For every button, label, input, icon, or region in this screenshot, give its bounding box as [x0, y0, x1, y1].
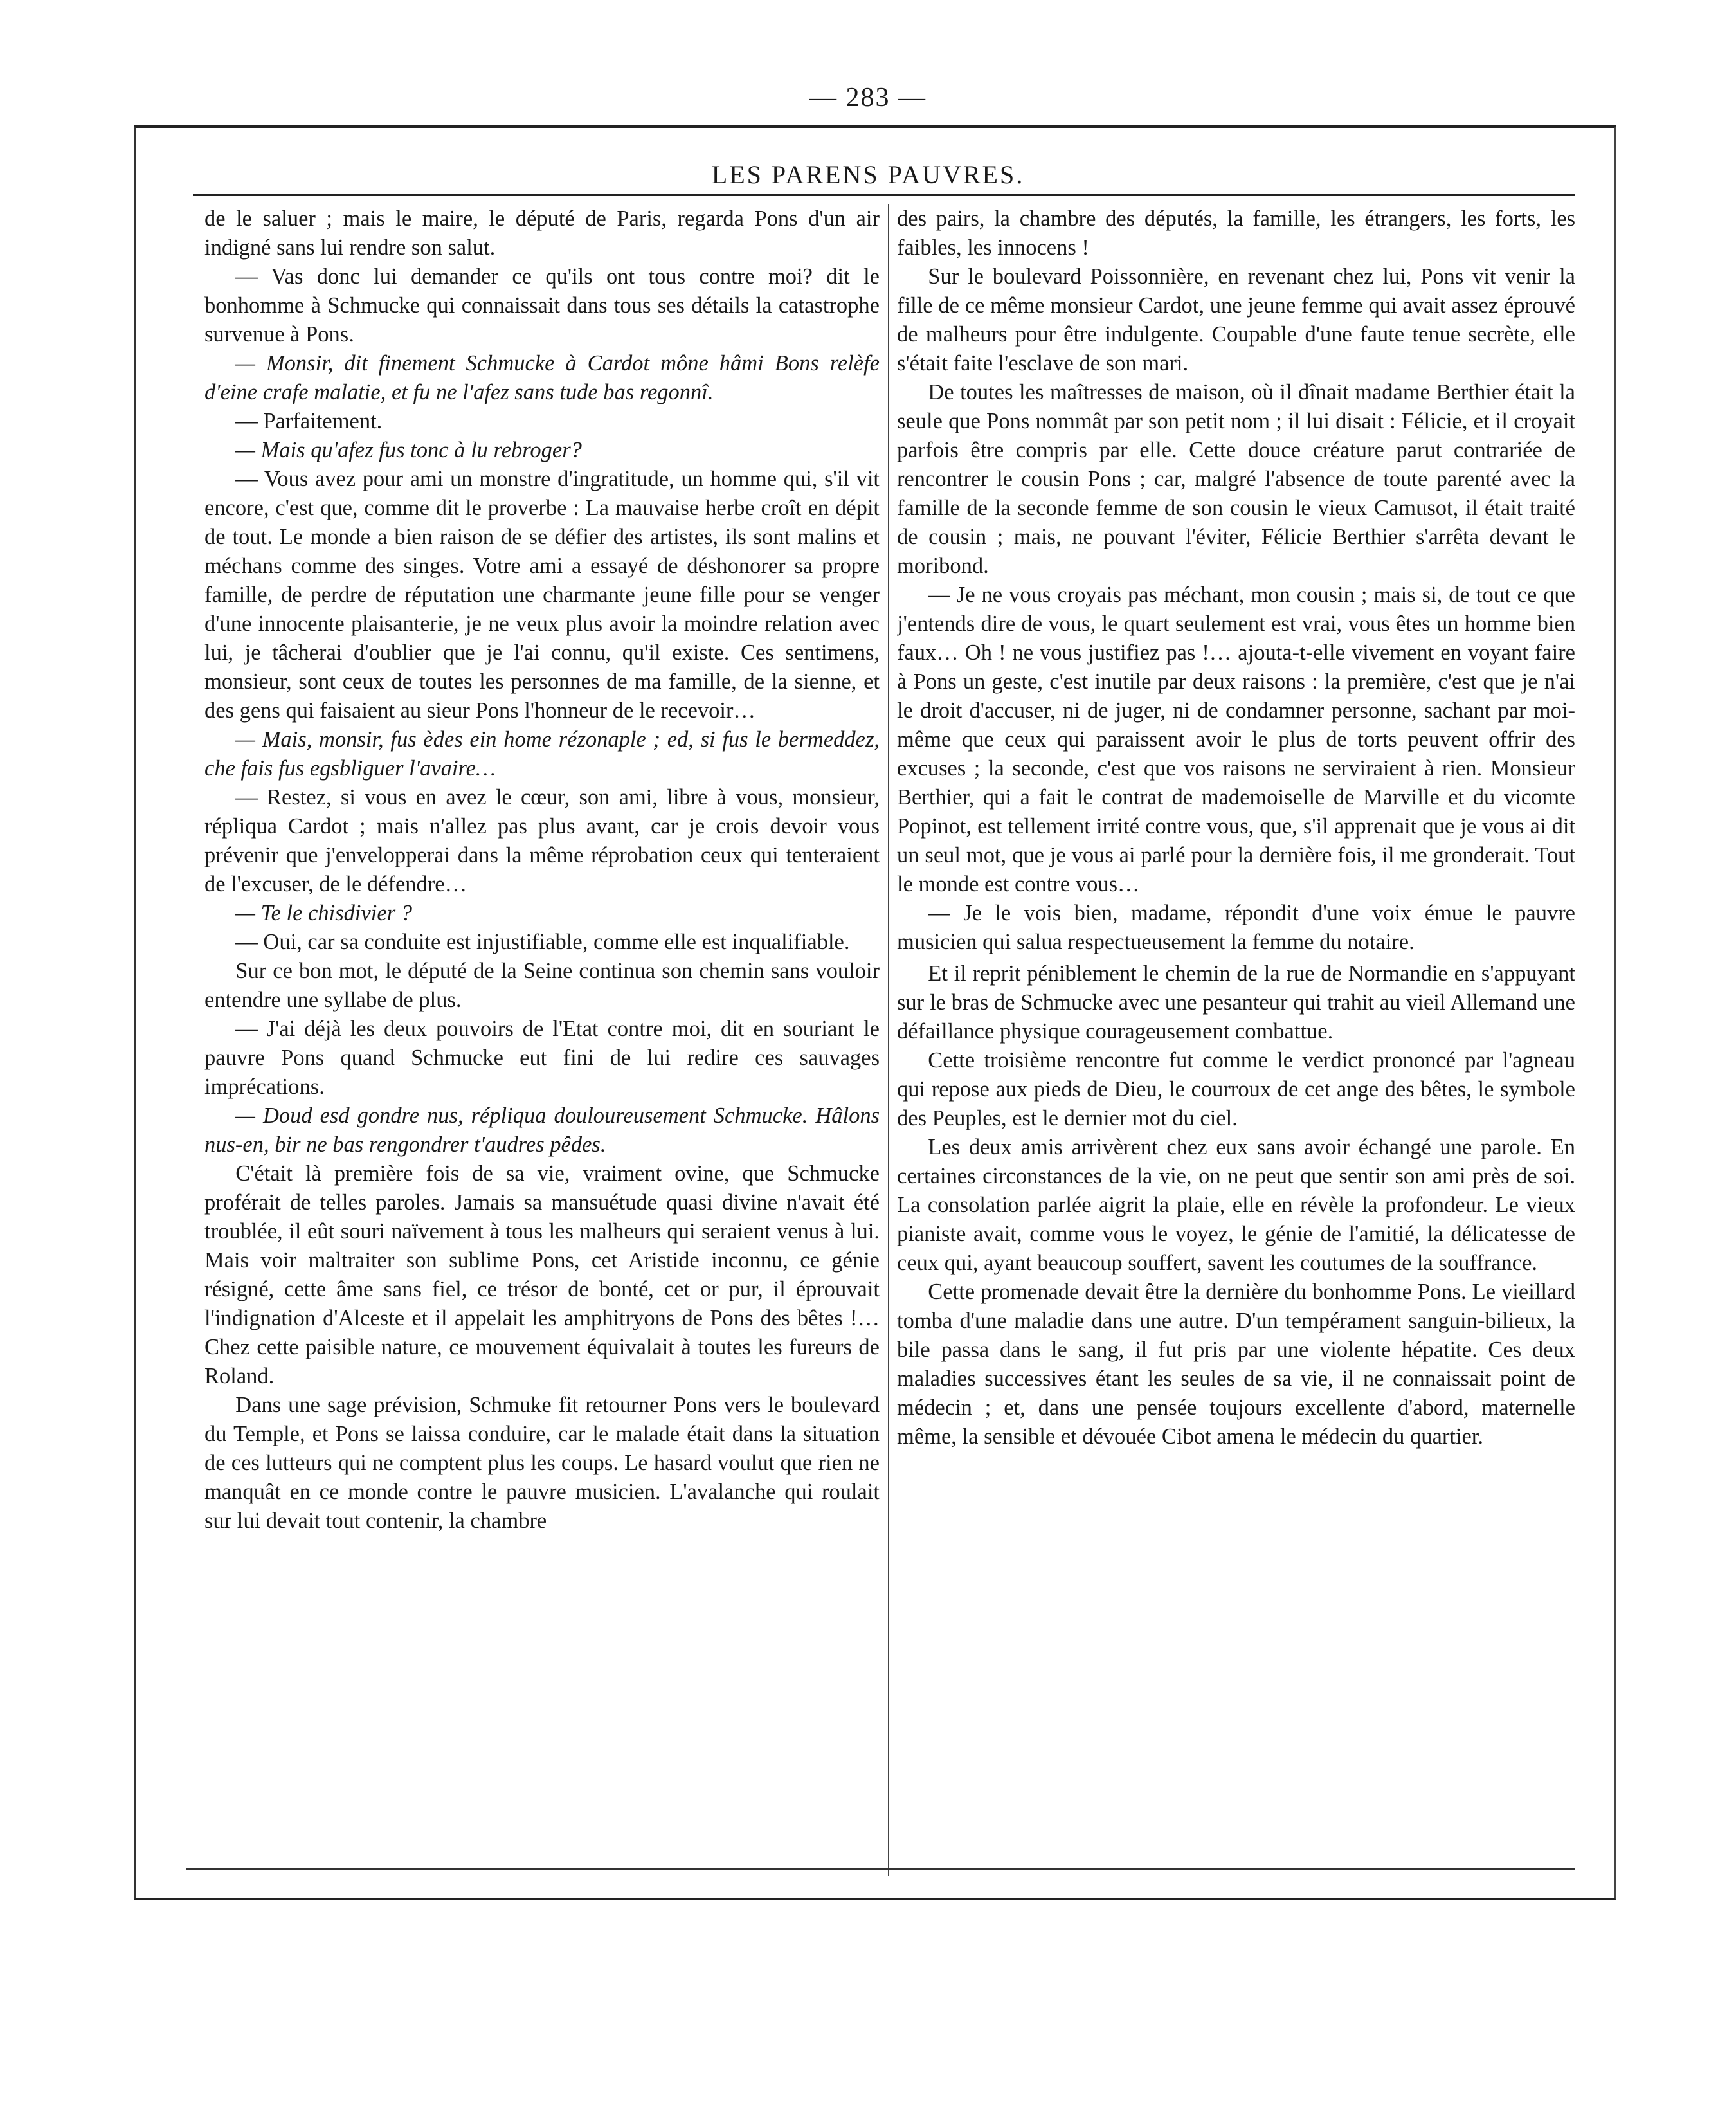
paragraph: Les deux amis arrivèrent chez eux sans avoir échangé une parole. En certaines circonstances de la vie, on ne peut que sentir son ami près de soi. La consolation parlée aigrit la plaie, elle en révèle la profondeur. Le vieux pianiste avait, comme vous le voyez, le génie de l'amitié, la délicatesse de ceux qui, ayant beaucoup souffert, savent les coutumes de la souffrance. — [897, 1135, 1575, 1275]
paragraph: Sur ce bon mot, le député de la Seine continua son chemin sans vouloir entendre une syllabe de plus. — [204, 959, 880, 1012]
paragraph: — Te le chisdivier ? — [235, 901, 412, 925]
paragraph: De toutes les maîtresses de maison, où il dînait madame Berthier était la seule que Pons nommât par son petit nom ; il lui disait : Félicie, et il croyait parfois être compris par elle. Cette douce créature parut contrariée de rencontrer le cousin Pons ; car, malgré l'absence de toute parenté avec la famille de la seconde femme de son cousin le vieux Camusot, il était traité de cousin ; mais, ne pouvant l'éviter, Félicie Berthier s'arrêta devant le moribond. — [897, 380, 1575, 578]
paragraph: — Restez, si vous en avez le cœur, son ami, libre à vous, monsieur, répliqua Cardot ; mais n'allez pas plus avant, car je crois devoir vous prévenir que j'envelopperai dans la même réprobation ceux qui tenteraient de l'excuser, de le défendre… — [204, 785, 880, 896]
paragraph: Et il reprit péniblement le chemin de la rue de Normandie en s'appuyant sur le bras de Schmucke avec une pesanteur qui trahit au vieil Allemand une défaillance physique courageusement combattue. — [897, 961, 1575, 1044]
paragraph: — Monsir, dit finement Schmucke à Cardot mône hâmi Bons relèfe d'eine crafe malatie, et fu ne l'afez sans tude bas regonnî. — [204, 351, 880, 404]
header-rule — [193, 194, 1575, 196]
page-number: — 283 — — [809, 83, 927, 113]
paragraph: — Vous avez pour ami un monstre d'ingratitude, un homme qui, s'il vit encore, c'est que, comme dit le proverbe : La mauvaise herbe croît en dépit de tout. Le monde a bien raison de se défier des artistes, ils sont malins et méchans comme des singes. Votre ami a essayé de déshonorer sa propre famille, de perdre de réputation une charmante jeune fille pour se venger d'une innocente plaisanterie, je ne veux plus avoir la moindre relation avec lui, je tâcherai d'oublier que je l'ai connu, qu'il existe. Ces sentimens, monsieur, sont ceux de toutes les personnes de ma famille, de la sienne, et des gens qui faisaient au sieur Pons l'honneur de le recevoir… — [204, 467, 880, 723]
paragraph: Cette promenade devait être la dernière du bonhomme Pons. Le vieillard tomba d'une maladie dans une autre. D'un tempérament sanguin-bilieux, la bile passa dans le sang, il fut pris par une violente hépatite. Ces deux maladies successives étant les seules de sa vie, il ne connaissait point de médecin ; et, dans une pensée toujours excellente d'abord, maternelle même, la sensible et dévouée Cibot amena le médecin du quartier. — [897, 1280, 1575, 1449]
right-column — [897, 204, 1575, 1864]
paragraph: Cette troisième rencontre fut comme le verdict prononcé par l'agneau qui repose aux pieds de Dieu, le courroux de cet ange des bêtes, le symbole des Peuples, est le dernier mot du ciel. — [897, 1048, 1575, 1130]
paragraph: — Parfaitement. — [235, 409, 383, 433]
running-head: LES PARENS PAUVRES. — [711, 160, 1025, 189]
paragraph: des pairs, la chambre des députés, la famille, les étrangers, les forts, les faibles, les innocens ! — [897, 206, 1575, 260]
paragraph: Dans une sage prévision, Schmuke fit retourner Pons vers le boulevard du Temple, et Pons se laissa conduire, car le malade était dans la situation de ces lutteurs qui ne comptent plus les coups. Le hasard voulut que rien ne manquât en ce monde contre le pauvre musicien. L'avalanche qui roulait sur lui devait tout contenir, la chambre — [204, 1393, 880, 1533]
paragraph: — Je ne vous croyais pas méchant, mon cousin ; mais si, de tout ce que j'entends dire de vous, le quart seulement est vrai, vous êtes un homme bien faux… Oh ! ne vous justifiez pas !… ajouta-t-elle vivement en voyant faire à Pons un geste, c'est inutile par deux raisons : la première, c'est que je n'ai le droit d'accuser, ni de juger, ni de condamner personne, sachant par moi-même que ceux qui paraissent avoir le plus de torts peuvent offrir des excuses ; la seconde, c'est que vos raisons ne serviraient à rien. Monsieur Berthier, qui a fait le contrat de mademoiselle de Marville et du vicomte Popinot, est tellement irrité contre vous, que, s'il apprenait que je vous ai dit un seul mot, que je vous ai parlé pour la dernière fois, il me gronderait. Tout le monde est contre vous… — [897, 583, 1575, 896]
paragraph: — Je le vois bien, madame, répondit d'une voix émue le pauvre musicien qui salua respectueusement la femme du notaire. — [897, 901, 1575, 954]
left-column — [204, 204, 880, 1864]
bottom-rule — [186, 1868, 1575, 1870]
paragraph: — Oui, car sa conduite est injustifiable, comme elle est inqualifiable. — [235, 930, 850, 954]
paragraph: C'était là première fois de sa vie, vraiment ovine, que Schmucke proférait de telles paroles. Jamais sa mansuétude quasi divine n'avait été troublée, il eût souri naïvement à tous les malheurs qui seraient venus à lui. Mais voir maltraiter son sublime Pons, cet Aristide inconnu, ce génie résigné, cette âme sans fiel, ce trésor de bonté, cet or pur, il éprouvait l'indignation d'Alceste et il appelait les amphitryons de Pons des bêtes !… Chez cette paisible nature, ce mouvement équivalait à toutes les fureurs de Roland. — [204, 1161, 880, 1388]
paragraph: — J'ai déjà les deux pouvoirs de l'Etat contre moi, dit en souriant le pauvre Pons quand Schmucke eut fini de lui redire ces sauvages imprécations. — [204, 1017, 880, 1099]
paragraph: Sur le boulevard Poissonnière, en revenant chez lui, Pons vit venir la fille de ce même monsieur Cardot, une jeune femme qui avait assez éprouvé de malheurs pour être indulgente. Coupable d'une faute tenue secrète, elle s'était faite l'esclave de son mari. — [897, 264, 1575, 376]
paragraph: — Mais, monsir, fus èdes ein home rézonaple ; ed, si fus le bermeddez, che fais fus egsbliguer l'avaire… — [204, 727, 880, 781]
paragraph: de le saluer ; mais le maire, le député de Paris, regarda Pons d'un air indigné sans lui rendre son salut. — [204, 206, 880, 260]
paragraph: — Vas donc lui demander ce qu'ils ont tous contre moi? dit le bonhomme à Schmucke qui connaissait dans tous ses détails la catastrophe survenue à Pons. — [204, 264, 880, 347]
paragraph: — Mais qu'afez fus tonc à lu rebroger? — [235, 438, 582, 462]
column-divider — [888, 204, 889, 1876]
paragraph: — Doud esd gondre nus, répliqua douloureusement Schmucke. Hâlons nus-en, bir ne bas rengondrer t'audres pêdes. — [204, 1103, 880, 1157]
